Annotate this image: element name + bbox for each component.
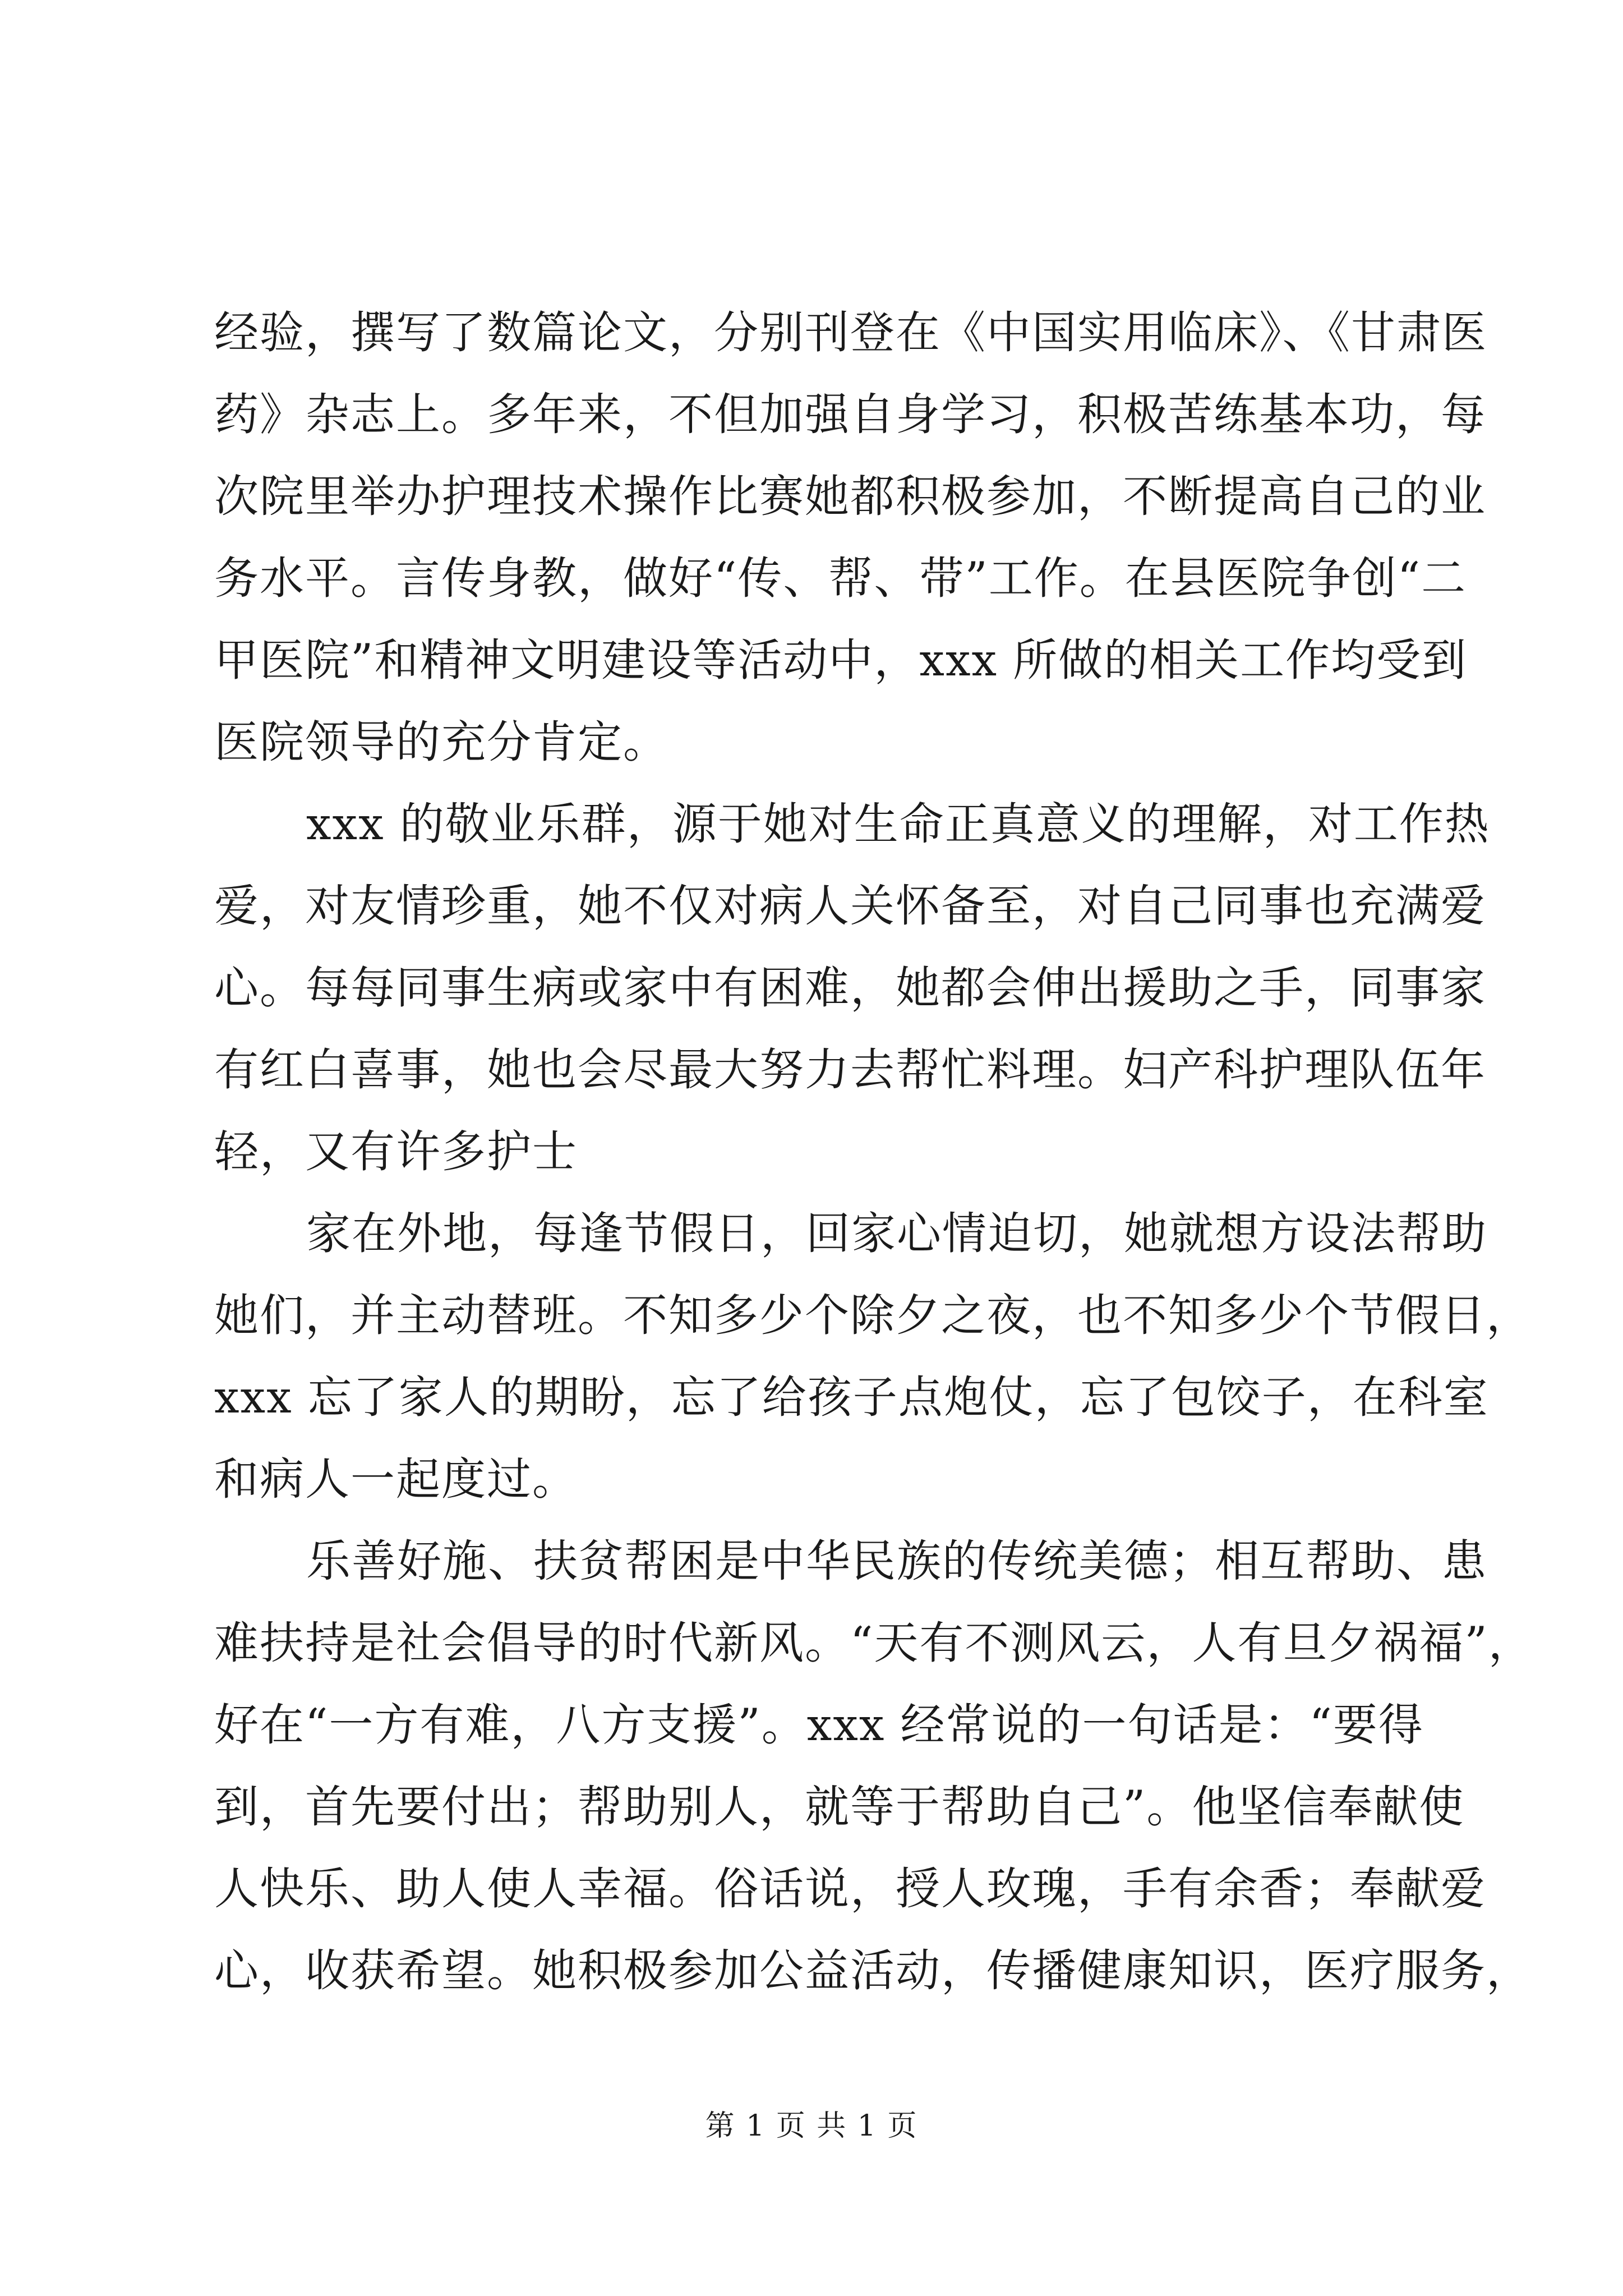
paragraph-3	[214, 1193, 1532, 1520]
text-line: 人快乐、助人使人幸福。俗话说，授人玫瑰，手有余香；奉献爱	[214, 1863, 1486, 1915]
text-line: 她们，并主动替班。不知多少个除夕之夜，也不知多少个节假日，	[214, 1290, 1532, 1341]
text-line: 爱，对友情珍重，她不仅对病人关怀备至，对自己同事也充满爱	[214, 880, 1486, 932]
text-line: 心，收获希望。她积极参加公益活动，传播健康知识，医疗服务，	[214, 1945, 1532, 1996]
paragraph-1	[214, 292, 1487, 783]
text-line: 轻，又有许多护士	[214, 1126, 578, 1177]
text-line: 和病人一起度过。	[214, 1453, 578, 1505]
page-number-footer: 第 1 页 共 1 页	[705, 2109, 918, 2143]
text-line: 心。每每同事生病或家中有困难，她都会伸出援助之手，同事家	[214, 962, 1486, 1014]
text-line: 乐善好施、扶贫帮困是中华民族的传统美德；相互帮助、患	[306, 1535, 1487, 1587]
text-line: 医院领导的充分肯定。	[214, 716, 668, 768]
paragraph-4	[214, 1520, 1534, 2012]
text-line: 家在外地，每逢节假日，回家心情迫切，她就想方设法帮助	[306, 1208, 1487, 1259]
text-line: 有红白喜事，她也会尽最大努力去帮忙料理。妇产科护理队伍年	[214, 1044, 1486, 1096]
document-body	[214, 292, 1534, 2012]
text-line: 好在“一方有难，八方支援”。xxx 经常说的一句话是：“要得	[214, 1699, 1424, 1751]
paragraph-2	[214, 783, 1490, 1193]
text-line: 次院里举办护理技术操作比赛她都积极参加，不断提高自己的业	[214, 471, 1486, 522]
text-line: 难扶持是社会倡导的时代新风。“天有不测风云，人有旦夕祸福”，	[214, 1617, 1534, 1669]
text-line: 经验，撰写了数篇论文，分别刊登在《中国实用临床》、《甘肃医	[214, 307, 1487, 358]
text-line: xxx 忘了家人的期盼，忘了给孩子点炮仗，忘了包饺子，在科室	[214, 1372, 1489, 1423]
text-line: xxx 的敬业乐群，源于她对生命正真意义的理解，对工作热	[306, 798, 1490, 850]
text-line: 到，首先要付出；帮助别人，就等于帮助自己”。他坚信奉献使	[214, 1781, 1465, 1833]
text-line: 务水平。言传身教，做好“传、帮、带”工作。在县医院争创“二	[214, 553, 1467, 604]
text-line: 甲医院”和精神文明建设等活动中，xxx 所做的相关工作均受到	[214, 634, 1468, 686]
text-line: 药》杂志上。多年来，不但加强自身学习，积极苦练基本功，每	[214, 389, 1486, 440]
